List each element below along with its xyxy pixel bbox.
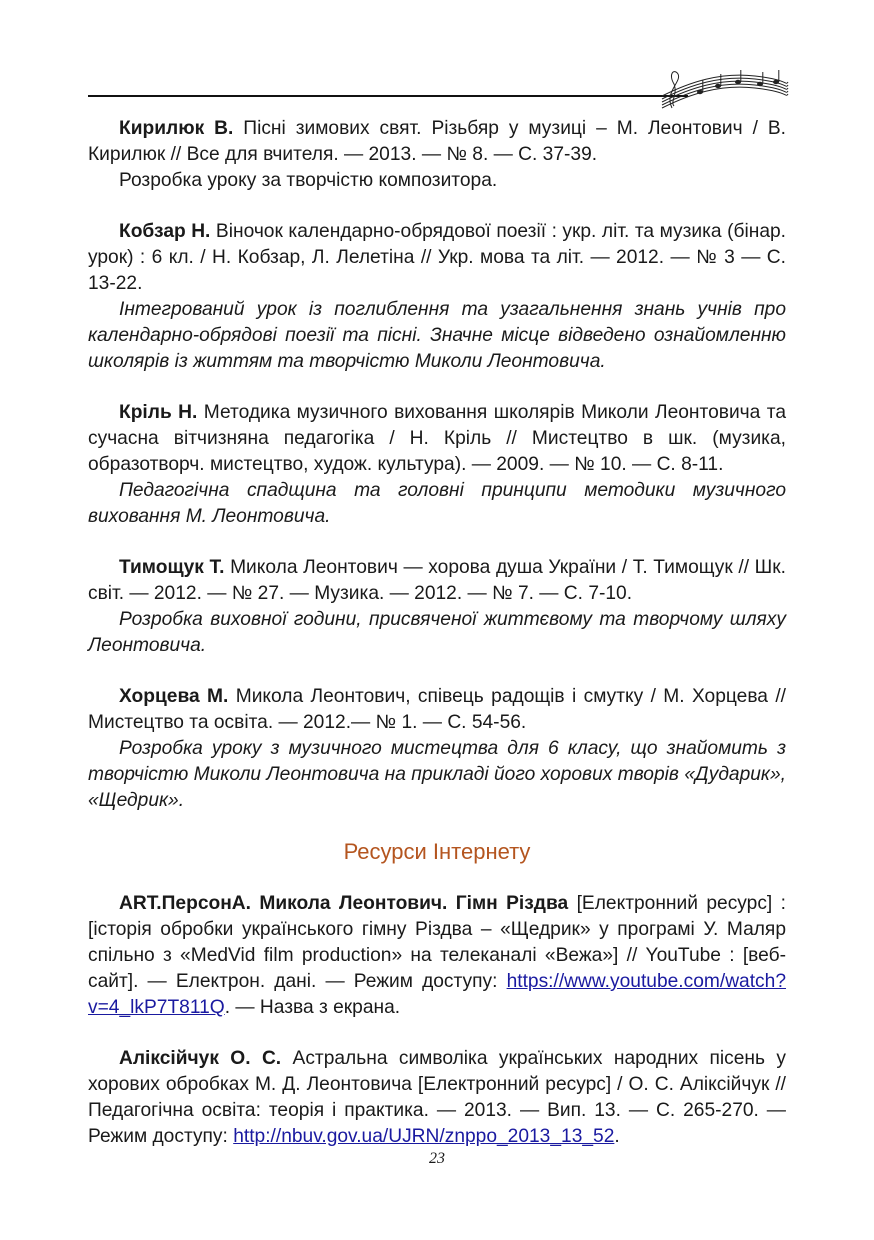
entry-annotation: Розробка уроку за творчістю композитора. xyxy=(119,170,498,191)
entry-citation: Віночок календарно-обрядової поезії : укр. літ. та музика (бінар. урок) : 6 кл. / Н. Кобзар, Л. Лелетіна // Укр. мова та літ. — 2012. — № 3 — С. 13-22. xyxy=(88,221,786,294)
entry-citation: Пісні зимових свят. Різьбяр у музиці – М. Леонтович / В. Кирилюк // Все для вчителя. — 2013. — № 8. — С. 37-39. xyxy=(88,118,786,165)
entry-annotation: Інтегрований урок із поглиблення та узагальнення знань учнів про календарно-обрядові поезії та пісні. Значне місце відведено ознайомленню школярів із життям та творчістю Миколи Леонтовича. xyxy=(88,299,786,372)
bibliography-entry xyxy=(88,219,786,375)
entry-author: Кобзар Н. xyxy=(119,221,211,242)
entry-author: Тимощук Т. xyxy=(119,557,225,578)
bibliography-entry xyxy=(88,684,786,814)
entry-author: Аліксійчук О. С. xyxy=(119,1048,282,1069)
entry-citation: Микола Леонтович, співець радощів і смутку / М. Хорцева // Мистецтво та освіта. — 2012.— № 1. — С. 54-56. xyxy=(88,686,786,733)
music-staff-ornament-icon xyxy=(660,62,790,112)
resource-link[interactable]: http://nbuv.gov.ua/UJRN/znppo_2013_13_52 xyxy=(233,1126,615,1147)
entry-citation: Методика музичного виховання школярів Миколи Леонтовича та сучасна вітчизняна педагогіка / Н. Кріль // Мистецтво в шк. (музика, образотворч. мистецтво, худож. культура). — 2009. — № 10. — С. 8-11. xyxy=(88,402,786,475)
bibliography-entry xyxy=(88,400,786,530)
entry-author: Кріль Н. xyxy=(119,402,198,423)
bibliography-entry xyxy=(88,555,786,659)
bibliography-entry xyxy=(88,116,786,194)
entry-author: ART.ПерсонА. Микола Леонтович. Гімн Різдва xyxy=(119,893,569,914)
entry-tail: . xyxy=(614,1126,620,1147)
entry-author: Кирилюк В. xyxy=(119,118,234,139)
entry-citation: Микола Леонтович — хорова душа України / Т. Тимощук // Шк. світ. — 2012. — № 27. — Музика. — 2012. — № 7. — С. 7-10. xyxy=(88,557,786,604)
entry-annotation: Розробка уроку з музичного мистецтва для 6 класу, що знайомить з творчістю Миколи Леонтовича на прикладі його хорових творів «Дударик», «Щедрик». xyxy=(88,738,786,811)
entry-tail: . — Назва з екрана. xyxy=(224,997,401,1018)
entry-author: Хорцева М. xyxy=(119,686,229,707)
internet-resource-entry xyxy=(88,1046,786,1150)
header-rule xyxy=(88,95,688,97)
page-number: 23 xyxy=(429,1150,445,1167)
entry-annotation: Розробка виховної години, присвяченої життєвому та творчому шляху Леонтовича. xyxy=(88,609,786,656)
page-content xyxy=(88,116,786,1175)
entry-annotation: Педагогічна спадщина та головні принципи методики музичного виховання М. Леонтовича. xyxy=(88,480,786,527)
entry-citation: Астральна символіка українських народних пісень у хорових обробках М. Д. Леонтовича [Електронний ресурс] / О. С. Аліксійчук // Педагогічна освіта: теорія і практика. — 2013. — Вип. 13. — С. 265-270. — Режим доступу: xyxy=(88,1048,786,1147)
section-title: Ресурси Інтернету xyxy=(343,839,531,864)
entry-citation: [Електронний ресурс] : [історія обробки українського гімну Різдва – «Щедрик» у програмі У. Маляр спільно з «MedVid film production» на телеканалі «Вежа»] // YouTube : [веб-сайт]. — Електрон. дані. — Режим доступу: xyxy=(88,893,786,992)
resource-link[interactable]: https://www.youtube.com/watch?v=4_lkP7T811Q xyxy=(88,971,786,1018)
internet-resource-entry xyxy=(88,891,786,1021)
